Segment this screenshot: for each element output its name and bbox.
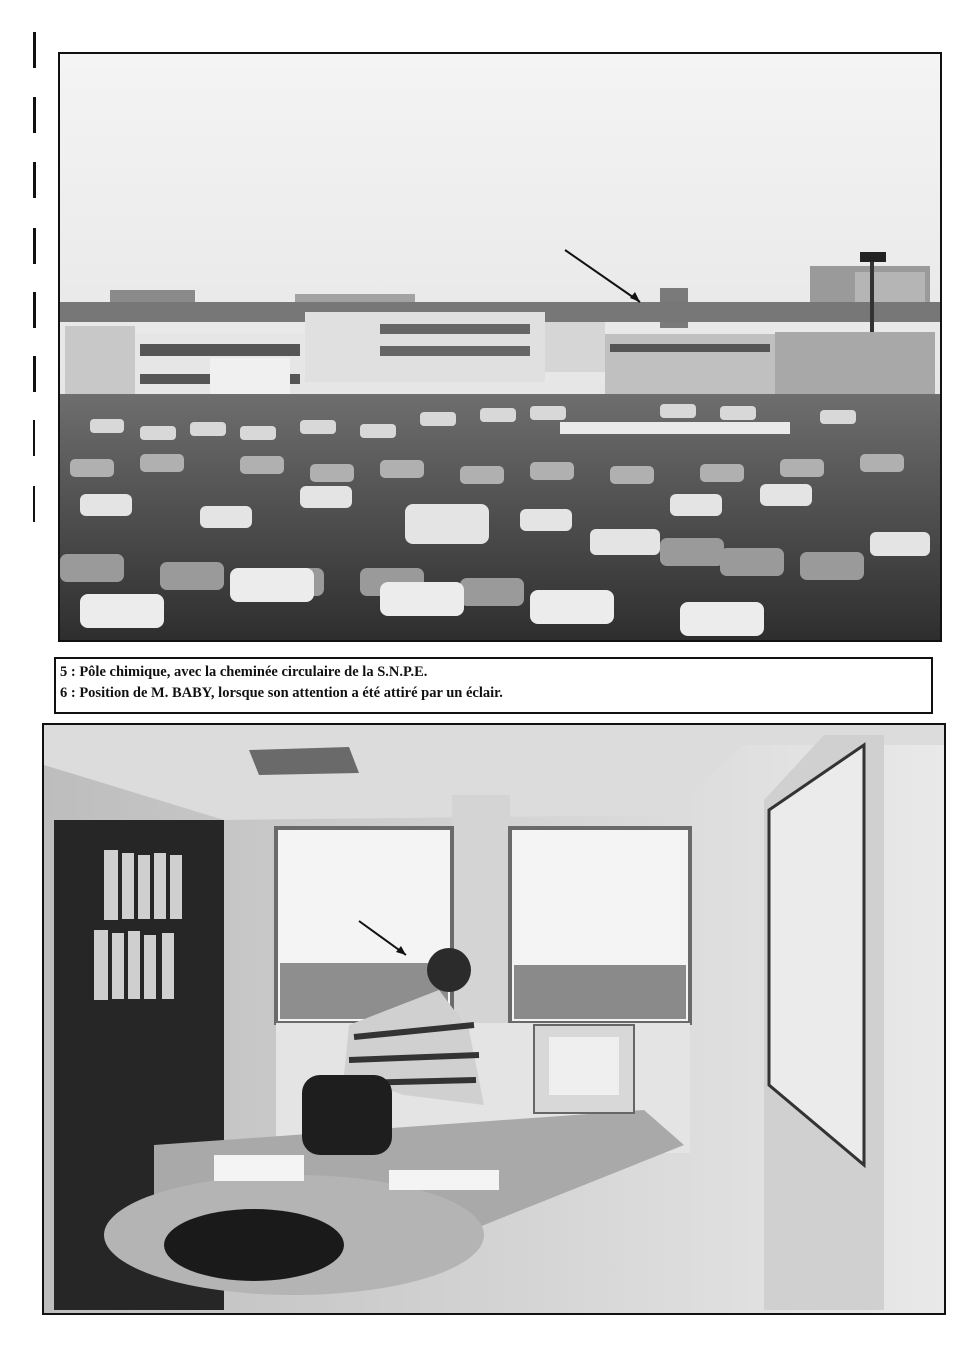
car-park-illustration (60, 54, 940, 640)
binder-mark (33, 292, 36, 328)
office-photo (42, 723, 946, 1315)
caption-line-5: 5 : Pôle chimique, avec la cheminée circulaire de la S.N.P.E. (60, 664, 428, 680)
binder-mark (33, 162, 36, 198)
car-park-photo (58, 52, 942, 642)
binder-mark (33, 32, 36, 68)
binder-mark (33, 486, 35, 522)
binder-mark (33, 97, 36, 133)
binder-mark (33, 228, 36, 264)
binder-mark (33, 356, 36, 392)
office-illustration (44, 725, 944, 1313)
binder-mark (33, 420, 35, 456)
caption-line-6: 6 : Position de M. BABY, lorsque son attention a été attiré par un éclair. (60, 685, 503, 701)
caption-box (54, 657, 933, 714)
